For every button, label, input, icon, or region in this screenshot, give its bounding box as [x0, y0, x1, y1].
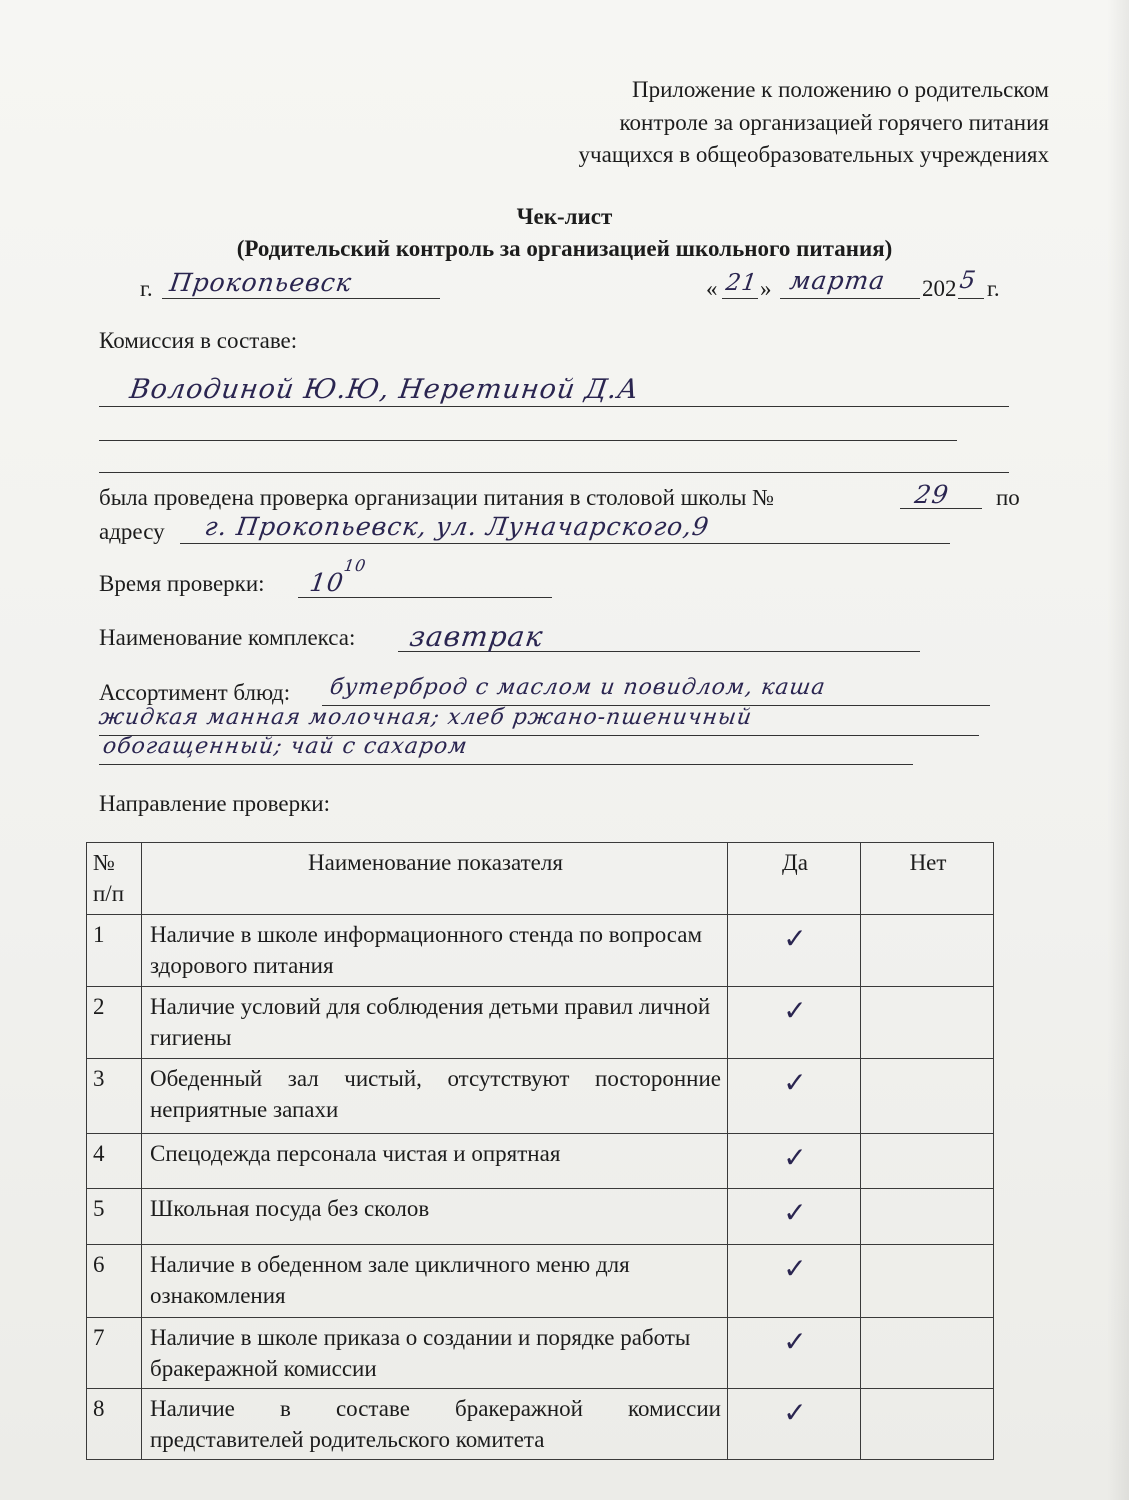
complex-handwritten: завтрак	[407, 620, 546, 653]
no-cell	[861, 1059, 994, 1134]
commission-label: Комиссия в составе:	[99, 328, 298, 353]
no-cell	[861, 1389, 994, 1460]
city-prefix: г.	[140, 276, 153, 301]
time-minutes-handwritten: 10	[342, 556, 368, 575]
row-num: 3	[87, 1059, 142, 1134]
yes-check-icon: ✓	[728, 1318, 861, 1389]
commission-members-handwritten: Володиной Ю.Ю, Неретиной Д.А	[127, 374, 642, 405]
yes-check-icon: ✓	[728, 1389, 861, 1460]
year-suffix: г.	[987, 276, 1000, 301]
month-handwritten: марта	[787, 266, 888, 295]
row-name: Наличие в школе приказа о создании и порядке работы бракеражной комиссии	[142, 1318, 728, 1389]
table-row	[87, 1245, 994, 1318]
appendix-line-2: контроле за организацией горячего питания	[619, 110, 1049, 135]
inspection-text-po: по	[996, 485, 1020, 510]
no-cell	[861, 987, 994, 1059]
date-quote-close: »	[760, 276, 772, 301]
assortment-label: Ассортимент блюд:	[99, 680, 291, 705]
yes-check-icon: ✓	[728, 915, 861, 987]
table-row	[87, 915, 994, 987]
yes-check-icon: ✓	[728, 1189, 861, 1245]
table-row	[87, 1318, 994, 1389]
year-printed: 202	[922, 276, 957, 301]
address-underline	[180, 543, 950, 544]
row-name: Спецодежда персонала чистая и опрятная	[142, 1134, 728, 1189]
appendix-line-1: Приложение к положению о родительском	[631, 77, 1049, 102]
row-num: 4	[87, 1134, 142, 1189]
address-handwritten: г. Прокопьевск, ул. Луначарского,9	[202, 512, 712, 541]
yes-check-icon: ✓	[728, 1134, 861, 1189]
header-name: Наименование показателя	[142, 843, 728, 915]
table-row	[87, 1189, 994, 1245]
commission-underline-1	[99, 406, 1009, 407]
table-row	[87, 1134, 994, 1189]
row-num: 8	[87, 1389, 142, 1460]
time-label: Время проверки:	[99, 571, 265, 596]
document-subtitle: (Родительский контроль за организацией школьного питания)	[236, 236, 893, 261]
no-cell	[861, 1189, 994, 1245]
table-header-row	[87, 843, 994, 915]
no-cell	[861, 1245, 994, 1318]
row-name: Наличие в составе бракеражной комиссии представителей родительского комитета	[142, 1389, 728, 1460]
month-underline	[780, 298, 920, 299]
direction-label: Направление проверки:	[99, 791, 330, 816]
row-name: Наличие условий для соблюдения детьми правил личной гигиены	[142, 987, 728, 1059]
day-handwritten: 21	[724, 270, 760, 296]
assortment-underline-3	[99, 764, 913, 765]
complex-label: Наименование комплекса:	[99, 625, 356, 650]
yes-check-icon: ✓	[728, 1245, 861, 1318]
commission-underline-3	[99, 472, 1009, 473]
no-cell	[861, 1318, 994, 1389]
address-label: адресу	[99, 519, 165, 544]
year-underline	[958, 298, 984, 299]
year-handwritten: 5	[958, 266, 979, 294]
time-underline	[298, 597, 552, 598]
day-underline	[722, 298, 758, 299]
row-num: 2	[87, 987, 142, 1059]
row-name: Школьная посуда без сколов	[142, 1189, 728, 1245]
row-name: Наличие в школе информационного стенда по вопросам здорового питания	[142, 915, 728, 987]
no-cell	[861, 1134, 994, 1189]
row-name: Наличие в обеденном зале цикличного меню для ознакомления	[142, 1245, 728, 1318]
row-num: 5	[87, 1189, 142, 1245]
time-hour-handwritten: 10	[307, 568, 346, 597]
appendix-line-3: учащихся в общеобразовательных учреждениях	[578, 142, 1049, 167]
date-quote-open: «	[706, 276, 718, 301]
yes-check-icon: ✓	[728, 1059, 861, 1134]
row-num: 1	[87, 915, 142, 987]
assortment-line-2: жидкая манная молочная; хлеб ржано-пшеничный	[97, 705, 754, 730]
header-yes: Да	[728, 843, 861, 915]
city-underline	[162, 298, 440, 299]
row-num: 7	[87, 1318, 142, 1389]
table-row	[87, 1059, 994, 1134]
assortment-line-3: обогащенный; чай с сахаром	[101, 734, 470, 759]
document-title: Чек-лист	[516, 204, 613, 229]
checklist-table	[86, 842, 994, 1460]
table-row	[87, 1389, 994, 1460]
assortment-line-1: бутерброд с маслом и повидлом, каша	[328, 675, 828, 700]
header-no: Нет	[861, 843, 994, 915]
row-num: 6	[87, 1245, 142, 1318]
header-num: № п/п	[87, 843, 142, 915]
school-number-handwritten: 29	[912, 480, 951, 509]
inspection-text: была проведена проверка организации питания в столовой школы №	[99, 485, 775, 510]
city-handwritten: Прокопьевск	[167, 268, 354, 297]
table-row	[87, 987, 994, 1059]
row-name: Обеденный зал чистый, отсутствуют посторонние неприятные запахи	[142, 1059, 728, 1134]
commission-underline-2	[99, 440, 957, 441]
no-cell	[861, 915, 994, 987]
yes-check-icon: ✓	[728, 987, 861, 1059]
